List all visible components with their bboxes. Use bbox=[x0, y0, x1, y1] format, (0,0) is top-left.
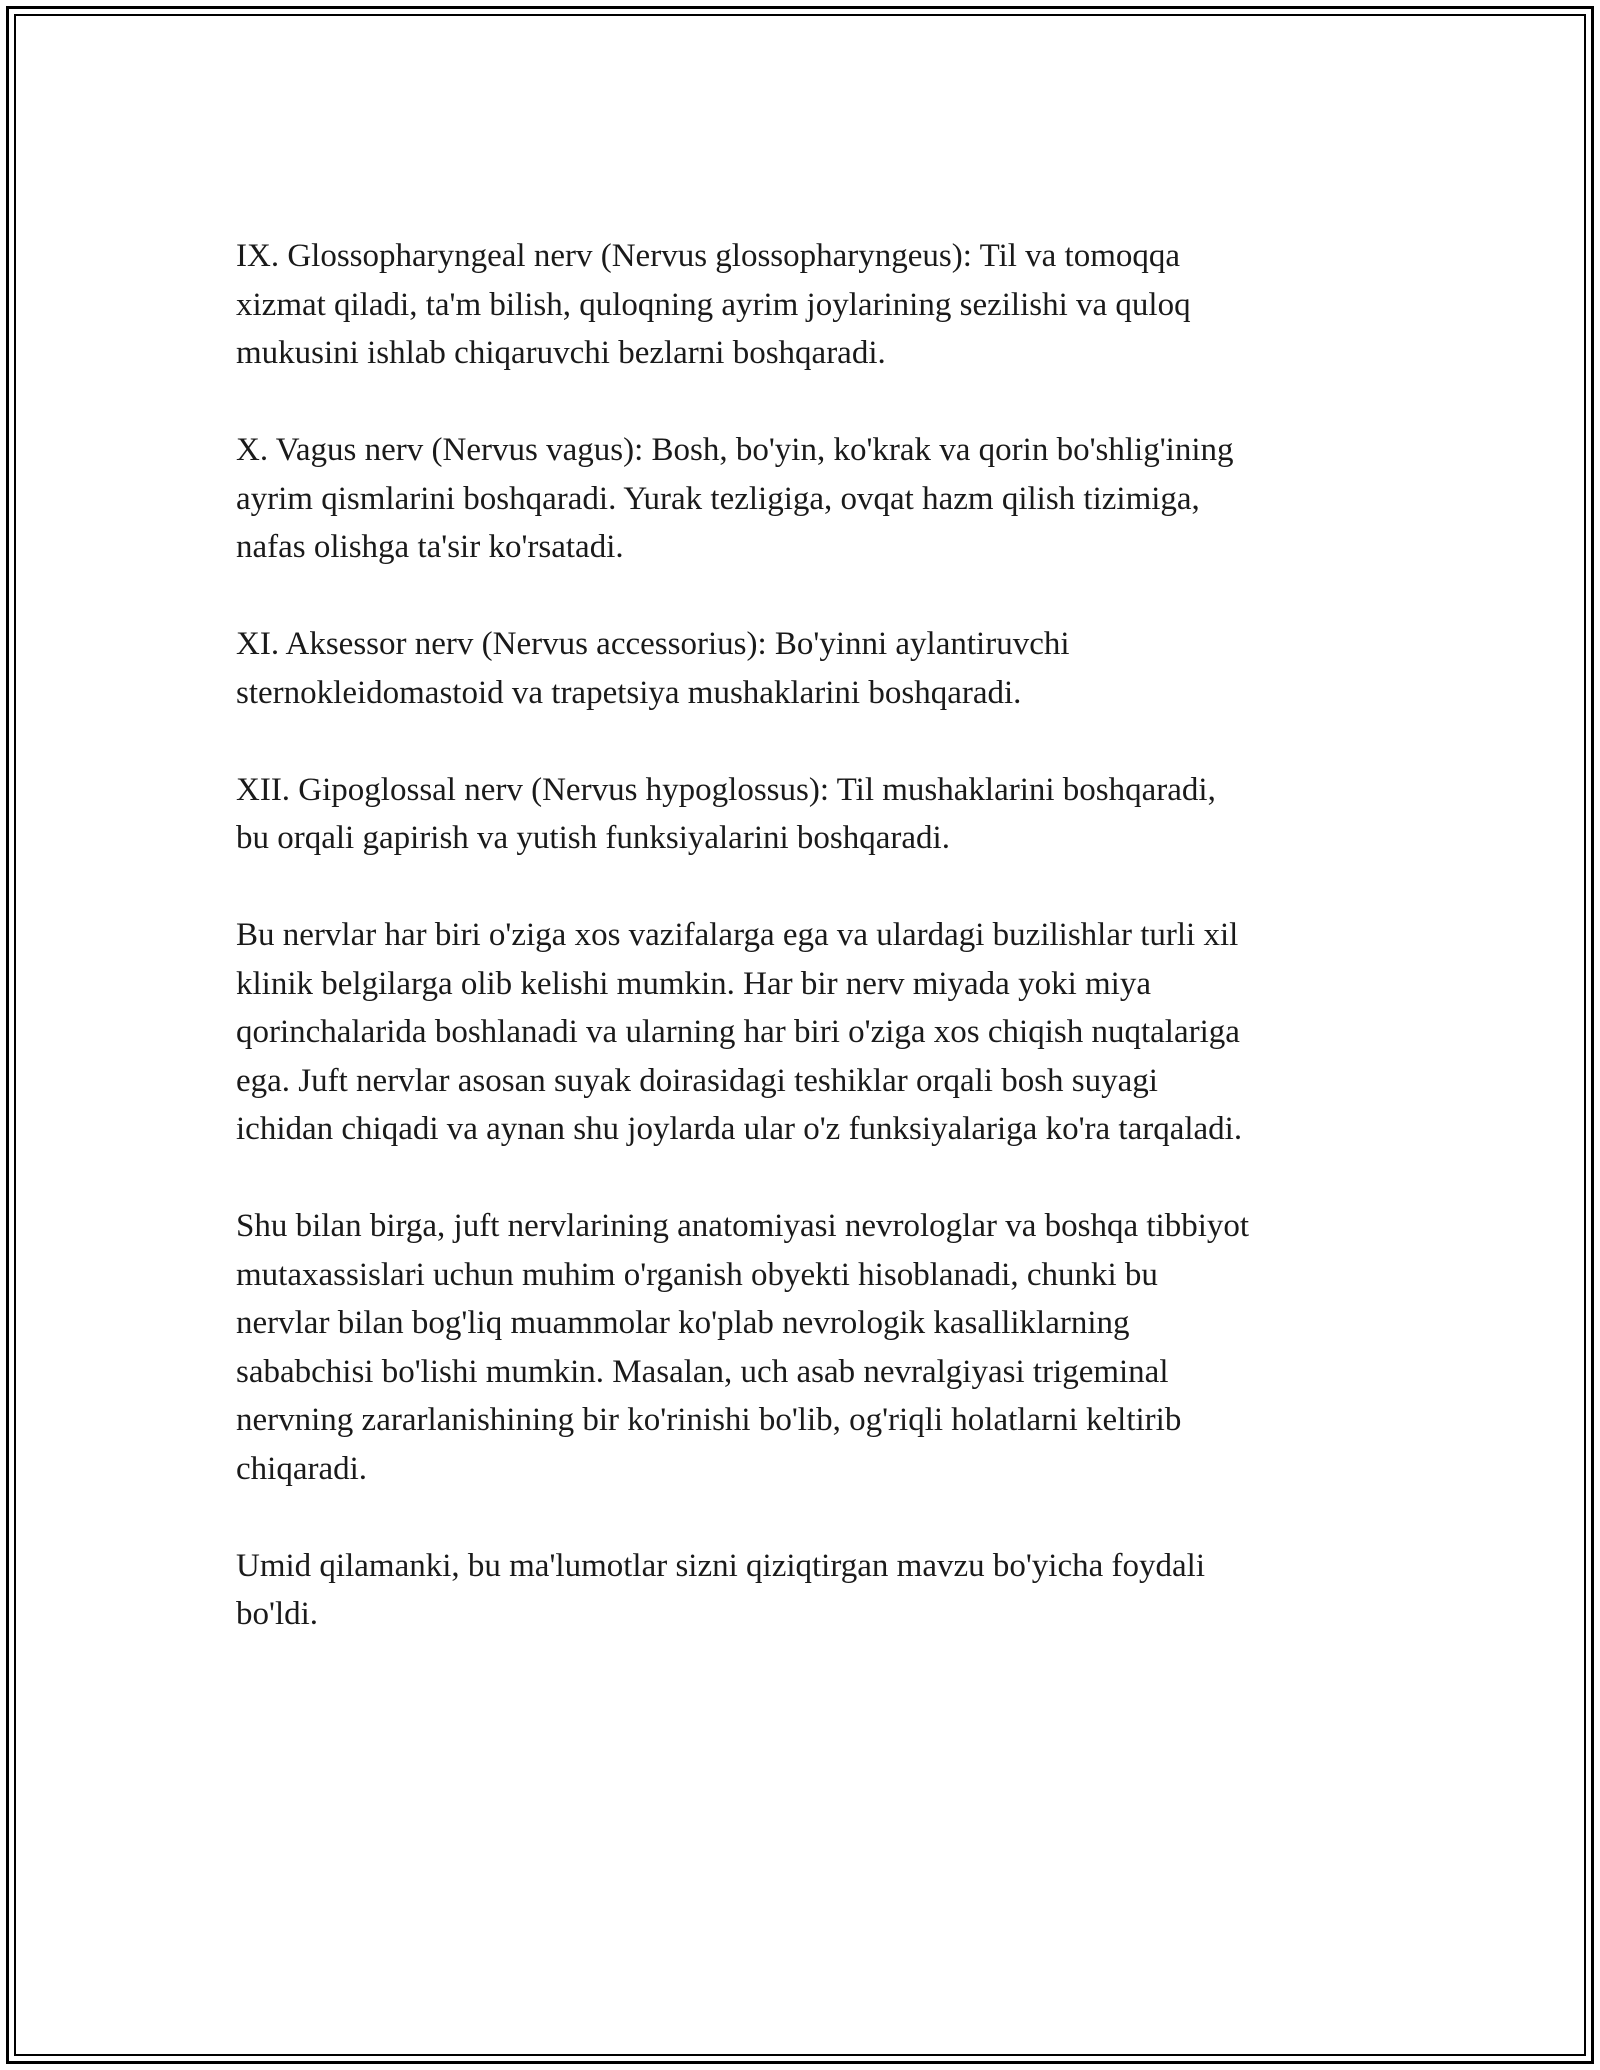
paragraph-nerve-anatomy-importance: Shu bilan birga, juft nervlarining anatomiyasi nevrologlar va boshqa tibbiyot mutaxassislari uchun muhim o'rganish obyekti hisoblanadi, chunki bu nervlar bilan bog'liq muammolar ko'plab nevrologik kasalliklarning sababchisi bo'lishi mumkin. Masalan, uch asab nevralgiyasi trigeminal nervning zararlanishining bir ko'rinishi bo'lib, og'riqli holatlarni keltirib chiqaradi. bbox=[236, 1208, 1250, 1487]
paragraph-hypoglossal-nerve: XII. Gipoglossal nerv (Nervus hypoglossus): Til mushaklarini boshqaradi, bu orqali gapirish va yutish funksiyalarini boshqaradi. bbox=[236, 771, 1216, 856]
paragraph-vagus-nerve: X. Vagus nerv (Nervus vagus): Bosh, bo'yin, ko'krak va qorin bo'shlig'ining ayrim qismlarini boshqaradi. Yurak tezligiga, ovqat hazm qilish tizimiga, nafas olishga ta'sir ko'rsatadi. bbox=[236, 432, 1234, 565]
paragraph-accessory-nerve: XI. Aksessor nerv (Nervus accessorius): Bo'yinni aylantiruvchi sternokleidomastoid va trapetsiya mushaklarini boshqaradi. bbox=[236, 626, 1070, 711]
document-body bbox=[236, 232, 1386, 1687]
paragraph-nerve-functions: Bu nervlar har biri o'ziga xos vazifalarga ega va ulardagi buzilishlar turli xil klinik belgilarga olib kelishi mumkin. Har bir nerv miyada yoki miya qorinchalarida boshlanadi va ularning har biri o'ziga xos chiqish nuqtalariga ega. Juft nervlar asosan suyak doirasidagi teshiklar orqali bosh suyagi ichidan chiqadi va aynan shu joylarda ular o'z funksiyalariga ko'ra tarqaladi. bbox=[236, 917, 1243, 1147]
paragraph-glossopharyngeal-nerve: IX. Glossopharyngeal nerv (Nervus glossopharyngeus): Til va tomoqqa xizmat qiladi, ta'm bilish, quloqning ayrim joylarining sezilishi va quloq mukusini ishlab chiqaruvchi bezlarni boshqaradi. bbox=[236, 238, 1191, 371]
paragraph-closing: Umid qilamanki, bu ma'lumotlar sizni qiziqtirgan mavzu bo'yicha foydali bo'ldi. bbox=[236, 1547, 1205, 1632]
